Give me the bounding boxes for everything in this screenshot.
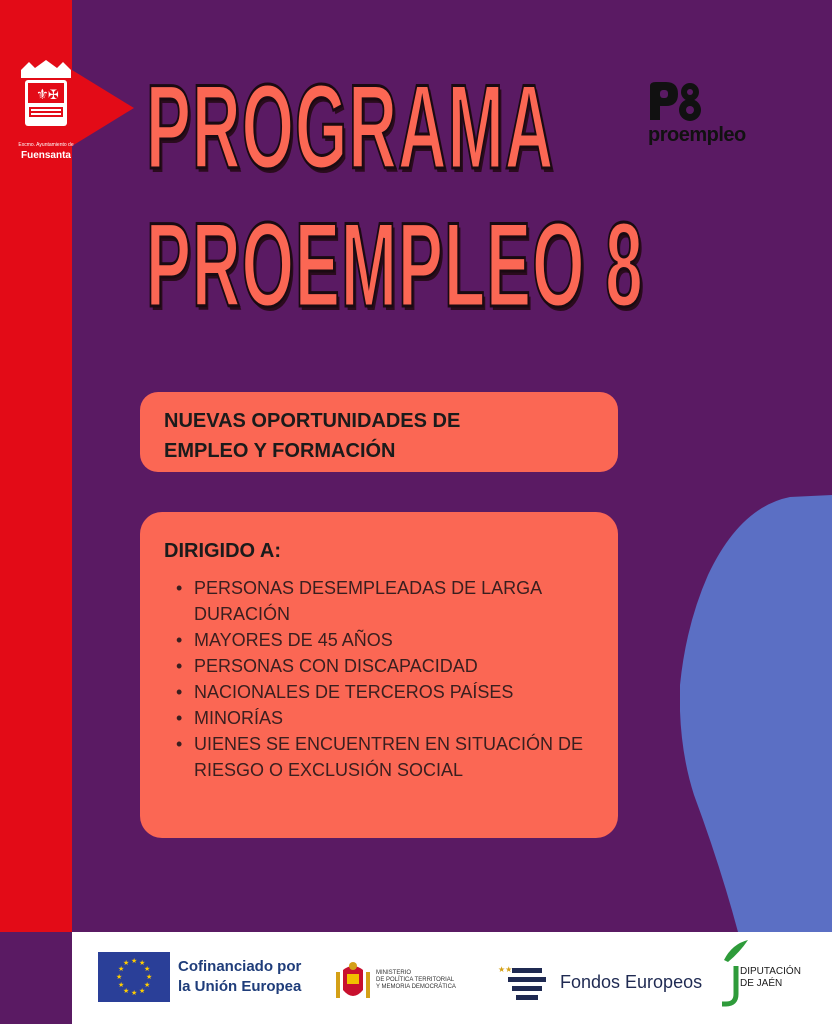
title-line-2: PROEMPLEO 8 [146,198,644,332]
audience-heading: DIRIGIDO A: [164,540,282,562]
svg-text:★: ★ [139,987,146,995]
eu-cofinanced-text [178,957,301,997]
spain-coat-of-arms-icon [334,960,372,1004]
ministry-line-1: MINISTERIO [376,970,412,976]
banner-line-2: EMPLEO Y FORMACIÓN [164,440,396,462]
eu-flag-icon [98,952,170,1002]
eu-line-1: Cofinanciado por [178,958,302,975]
svg-text:★: ★ [131,957,138,965]
svg-text:★: ★ [131,989,138,997]
diputacion-line-1: DIPUTACIÓN [740,966,801,977]
list-item: • PERSONAS CON DISCAPACIDAD [172,653,594,679]
head-silhouette-shape [680,495,832,932]
ministry-line-2: DE POLÍTICA TERRITORIAL [376,977,455,983]
list-item: • PERSONAS DESEMPLEADAS DE LARGA DURACIÓN [172,575,594,627]
european-funds-icon [498,962,554,1002]
crest-caption-town: Fuensanta [20,150,71,161]
page-title [146,58,644,334]
proempleo-logo-text: proempleo [648,124,746,146]
ministry-line-3: Y MEMORIA DEMOCRÁTICA [376,984,456,990]
title-line-1: PROGRAMA [146,60,555,194]
svg-text:★: ★ [118,981,125,989]
svg-text:★: ★ [144,965,151,973]
svg-text:⚜: ⚜ [36,87,49,103]
list-item: • MAYORES DE 45 AÑOS [172,627,594,653]
svg-text:★: ★ [139,959,146,967]
crest-caption-small: Excmo. Ayuntamiento de [18,142,74,148]
svg-text:★: ★ [123,987,130,995]
p8-logo-icon [646,80,706,124]
svg-text:★: ★ [116,973,123,981]
red-arrow-shape [72,70,134,146]
svg-text:★★: ★★ [498,965,513,974]
list-item: • MINORÍAS [172,705,594,731]
audience-list [172,575,594,783]
european-funds-text: Fondos Europeos [560,972,703,992]
svg-text:★: ★ [144,981,151,989]
svg-text:★: ★ [123,959,130,967]
opportunities-banner [140,392,618,472]
banner-line-1: NUEVAS OPORTUNIDADES DE [164,410,461,432]
ministry-text [376,970,456,991]
svg-text:★: ★ [146,973,153,981]
sponsor-footer [72,932,832,1024]
diputacion-line-2: DE JAÉN [740,978,783,989]
crest-icon [15,60,77,140]
list-item: • NACIONALES DE TERCEROS PAÍSES [172,679,594,705]
svg-text:★: ★ [118,965,125,973]
eu-line-2: la Unión Europea [178,978,302,995]
audience-box [140,512,618,838]
svg-text:✠: ✠ [48,88,59,103]
list-item: • UIENES SE ENCUENTREN EN SITUACIÓN DE RIESGO O EXCLUSIÓN SOCIAL [172,731,594,783]
diputacion-text [740,966,801,990]
